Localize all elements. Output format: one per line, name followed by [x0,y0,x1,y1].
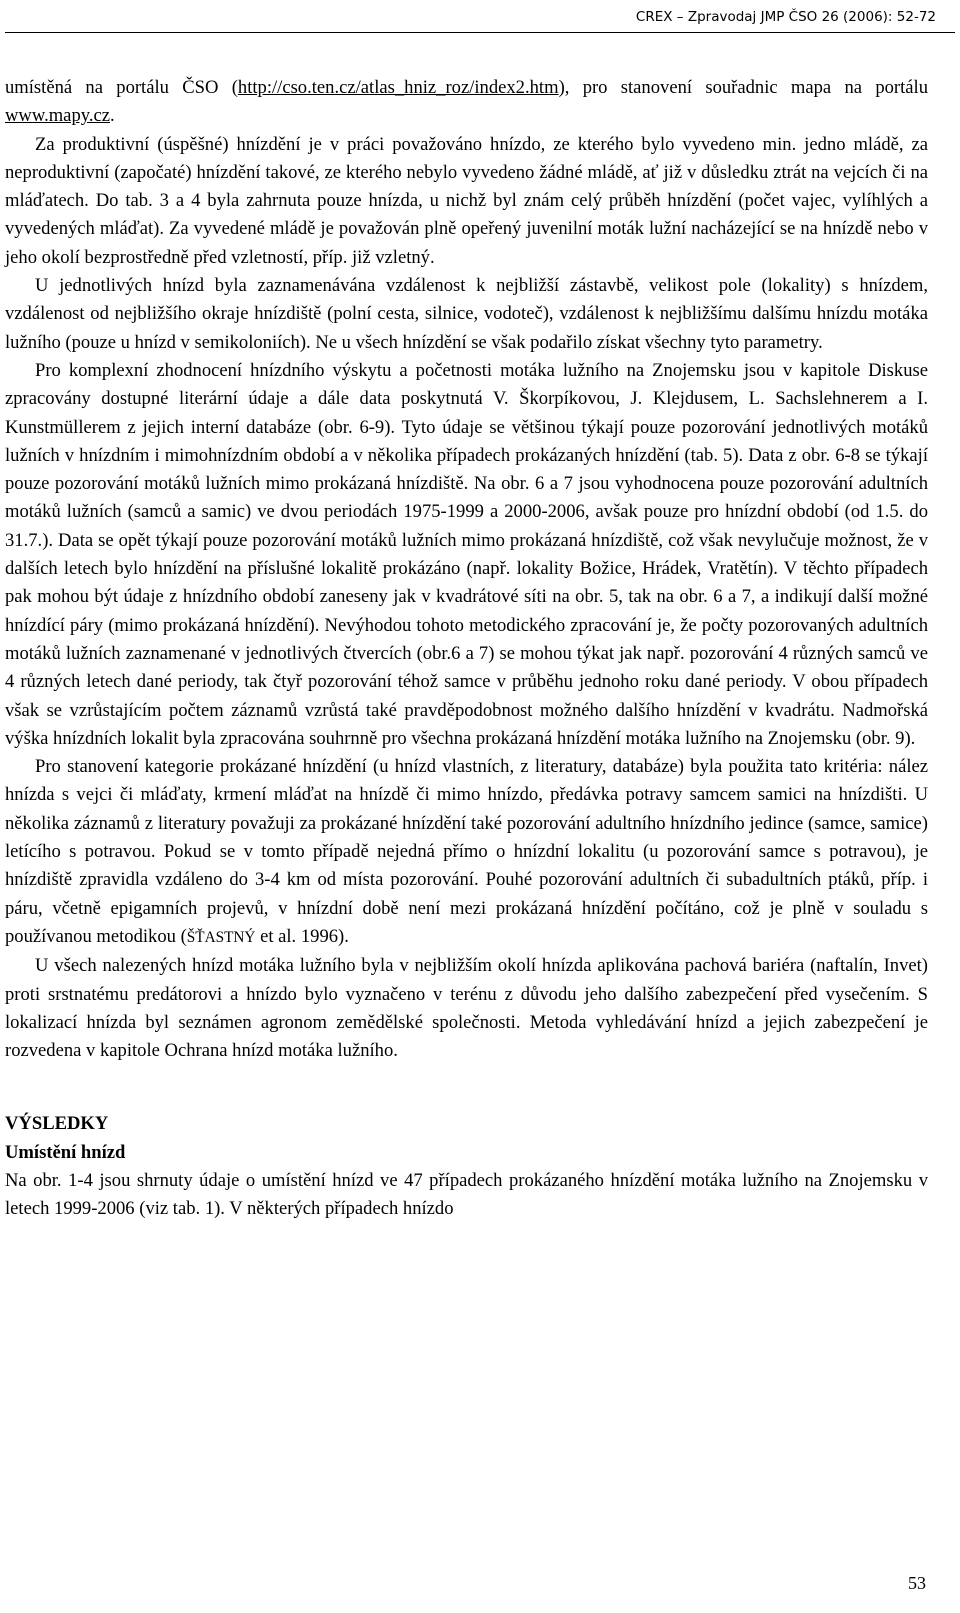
section-spacer [5,1065,928,1110]
subsection-heading-nest-placement: Umístění hnízd [5,1141,126,1163]
paragraph-nest-parameters: U jednotlivých hnízd byla zaznamenávána vzdálenost k nejbližší zástavbě, velikost pole (lokality) s hnízdem, vzdálenost od nejbližšího okraje hnízdiště (polní cesta, silnice, vodoteč), vzdálenost k nejbližšímu dalšímu hnízdu motáka lužního (pouze u hnízd v semikoloniích). Ne u všech hnízdění se však podařilo získat všechny tyto parametry. [5,275,928,353]
paragraph-productive-nesting: Za produktivní (úspěšné) hnízdění je v práci považováno hnízdo, ze kterého bylo vyvedeno min. jedno mládě, za neproduktivní (započaté) hnízdění takové, ze kterého nebylo vyvedeno žádné mládě, ať již v důsledku ztrát na vejcích či na mláďatech. Do tab. 3 a 4 byla zahrnuta pouze hnízda, u nichž byl znám celý průběh hnízdění (počet vajec, vylíhlých a vyvedených mláďat). Za vyvedené mládě je považován plně opeřený juvenilní moták lužní nacházející se na hnízdě nebo v jeho okolí bezprostředně před vzletností, příp. již vzletný. [5,133,928,268]
paragraph-methods-sources [5,74,928,131]
mapy-link[interactable]: www.mapy.cz [5,105,110,127]
header-divider [5,32,955,33]
page-number: 53 [908,1573,926,1593]
text-run: . [109,105,115,127]
text-run: ), pro stanovení souřadnic mapa na portálu [558,77,928,98]
paragraph-results-intro: Na obr. 1-4 jsou shrnuty údaje o umístění hnízd ve 47 případech prokázaného hnízdění motáka lužního na Znojemsku v letech 1999-2006 (viz tab. 1). V některých případech hnízdo [5,1169,928,1220]
text-run: Pro stanovení kategorie prokázané hnízdění (u hnízd vlastních, z literatury, databáze) byla použita tato kritéria: nález hnízda s vejci či mláďaty, krmení mláďat na hnízdě či mimo hnízdo, předávka potravy samcem samici na hnízdišti. U několika záznamů z literatury považuji za prokázané hnízdění také pozorování adultního hnízdního jedince (samce, samice) letícího s potravou. Pokud se v tomto případě nejedná přímo o hnízdní lokalitu (u pozorování samce s potravou), je hnízdiště zpravidla vzdáleno do 3-4 km od místa pozorování. Pouhé pozorování adultních či subadultních ptáků, příp. i páru, včetně epigamních projevů, v hnízdní době není mezi prokázaná hnízdění počítáno, což je plně v souladu s používanou metodikou ( [5,756,928,947]
section-heading-results: VÝSLEDKY [5,1113,109,1135]
text-run: umístěná na portálu ČSO ( [5,77,238,98]
article-body [5,74,928,1224]
text-run: et al. 1996). [255,925,349,947]
paragraph-data-evaluation: Pro komplexní zhodnocení hnízdního výskytu a početnosti motáka lužního na Znojemsku jsou v kapitole Diskuse zpracovány dostupné literární údaje a dále data poskytnutá V. Škorpíkovou, J. Klejdusem, L. Sachslehnerem a I. Kunstmüllerem z jejich interní databáze (obr. 6-9). Tyto údaje se většinou týkají pouze pozorování jednotlivých motáků lužních v hnízdním i mimohnízdním období a v několika případech prokázaných hnízdění (tab. 5). Data z obr. 6-8 se týkají pouze pozorování motáků lužních mimo prokázaná hnízdiště. Na obr. 6 a 7 jsou vyhodnocena pouze pozorování adultních motáků lužních (samců a samic) ve dvou periodách 1975-1999 a 2000-2006, avšak pouze pro hnízdní období (od 1.5. do 31.7.). Data se opět týkají pouze pozorování motáků lužních mimo prokázaná hnízdiště, což však nevylučuje možnost, že v dalších letech bylo hnízdění na příslušné lokalitě prokázáno (např. lokality Božice, Hrádek, Vratětín). V těchto případech pak mohou být údaje z hnízdního období zaneseny jak v kvadrátové síti na obr. 5, tak na obr. 6 a 7, a indikují další možné hnízdící páry (mimo prokázaná hnízdění). Nevýhodou tohoto metodického zpracování je, že počty pozorovaných adultních motáků lužních zaznamenané v jednotlivých čtvercích (obr.6 a 7) se mohou týkat jak např. pozorování 4 různých samců ve 4 různých letech dané periody, tak čtyř pozorování téhož samce v průběhu jednoho roku dané periody. V obou případech však se vzrůstajícím počtem záznamů vzrůstá také pravděpodobnost možného dalšího hnízdění v kvadrátu. Nadmořská výška hnízdních lokalit byla zpracována souhrnně pro všechna prokázaná hnízdění motáka lužního na Znojemsku (obr. 9). [5,359,928,749]
paragraph-breeding-criteria [5,753,928,952]
running-header: CREX – Zpravodaj JMP ČSO 26 (2006): 52-72 [635,9,936,25]
paragraph-nest-protection: U všech nalezených hnízd motáka lužního byla v nejbližším okolí hnízda aplikována pachová bariéra (naftalín, Invet) proti srstnatému predátorovi a hnízdo bylo vyznačeno v terénu z důvodu jeho dalšího zabezpečení před vysečením. S lokalizací hnízda byl seznámen agronom zemědělské společnosti. Metoda vyhledávání hnízd a jejich zabezpečení je rozvedena v kapitole Ochrana hnízd motáka lužního. [5,955,928,1062]
cso-atlas-link[interactable]: http://cso.ten.cz/atlas_hniz_roz/index2.htm [237,77,559,98]
citation-author: ŠŤASTNÝ [186,928,256,946]
